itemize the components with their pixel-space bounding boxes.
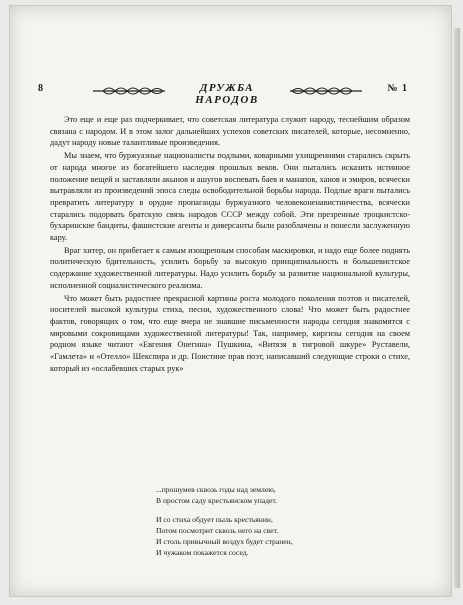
- poem-line: И столь привычный воздух будет странен,: [156, 537, 293, 546]
- page-edge: [454, 28, 460, 588]
- right-laurel-ornament-icon: [290, 84, 362, 98]
- issue-number: № 1: [387, 83, 408, 94]
- poem-quote: [156, 484, 366, 566]
- paragraph: Мы знаем, что буржуазные националисты подлыми, коварными ухищрениями старались скрыть от народа многое из богатейшего наследия прошлых веков. Они пытались исказить истинное положение вещей и заставляли акынов и ашугов воспевать баев и манапов, ханов и эмиров, всячески вытравляли из произведений эпоса следы освободительной борьбы народа. Подлые враги пытались превратить литературу в орудие пропаганды буржуазного человеконенавистничества, всячески старались подорвать братскую связь народов СССР между собой. Эти презренные троцкистско-бухаринские бандиты, фашистские агенты и диверсанты были разоблачены и понесли заслуженную кару.: [50, 151, 410, 243]
- page-number: 8: [38, 83, 43, 94]
- paragraph: Это еще и еще раз подчеркивает, что советская литература служит народу, теснейшим образом связана с народом. И в этом залог дальнейших успехов советских писателей, которые, несомненно, дадут народу новые талантливые произведения.: [50, 115, 410, 148]
- paragraph: Что может быть радостнее прекрасной картины роста молодого поколения поэтов и писателей, носителей высокой культуры стиха, песни, художественного слова! Что может быть радостнее фактов, говорящих о том, что еще вчера не знавшие письменности народы сегодня знакомятся с мировыми сокровищами художественной литературы! Так, например, киргизы сегодня на своем родном языке читают «Евгения Онегина» Пушкина, «Витязя в тигровой шкуре» Руставели, «Гамлета» и «Отелло» Шекспира и др. Поистине прав поэт, написавший следующие строки о стихе, который из «ослабевших старых рук»: [50, 293, 410, 373]
- left-laurel-ornament-icon: [93, 84, 165, 98]
- page-header: [38, 80, 408, 106]
- poem-line: Потом посмотрит сквозь него на свет.: [156, 526, 279, 535]
- poem-stanza: [156, 484, 366, 506]
- poem-line: И со стиха обдует пыль крестьянин,: [156, 515, 273, 524]
- paragraph: Враг хитер, он прибегает к самым изощренным способам маскировки, и надо еще более поднять политическую бдительность, усилить борьбу за высокую принципиальность и большевистское содержание художественной литературы. Надо усилить борьбу за развитие национальной культуры, исполненной социалистического реализма.: [50, 245, 410, 290]
- poem-line: И чужаком покажется сосед.: [156, 548, 249, 557]
- article-body: [50, 114, 410, 375]
- poem-line: ...прошумев сквозь годы над землею,: [156, 485, 276, 494]
- poem-stanza: [156, 514, 366, 558]
- journal-title: ДРУЖБА НАРОДОВ: [195, 82, 259, 106]
- poem-line: В простом саду крестьянском упадет.: [156, 496, 278, 505]
